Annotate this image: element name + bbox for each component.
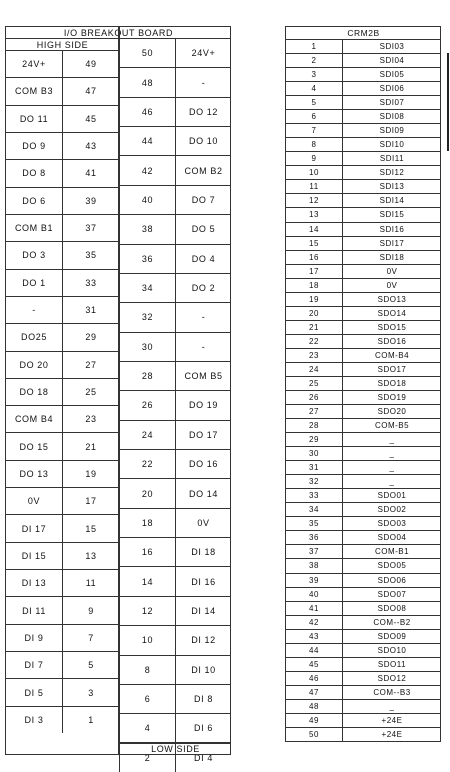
high-side-pin: 33 (62, 269, 119, 296)
high-side-pin: 25 (62, 378, 119, 405)
crm-signal: _ (342, 432, 441, 446)
crm-pin-number: 40 (285, 587, 342, 601)
crm-pin-number: 45 (285, 657, 342, 671)
high-side-signal: DO 3 (5, 241, 62, 268)
crm-signal: SDO05 (342, 558, 441, 572)
crm-pin-number: 27 (285, 404, 342, 418)
low-side-pin: 40 (119, 185, 175, 214)
low-side-pin: 38 (119, 214, 175, 243)
crm-pin-number: 44 (285, 643, 342, 657)
crm-pin-number: 24 (285, 362, 342, 376)
crm-pin-number: 28 (285, 418, 342, 432)
crm-pin-number: 33 (285, 488, 342, 502)
crm-pin-number: 48 (285, 699, 342, 713)
crm-signal: +24E (342, 727, 441, 741)
crm-pin-number: 47 (285, 685, 342, 699)
crm-signal: SDO01 (342, 488, 441, 502)
crm-signal: _ (342, 699, 441, 713)
low-side-pin: 36 (119, 244, 175, 273)
crm-pin-number: 12 (285, 193, 342, 207)
crm-pin-number: 7 (285, 123, 342, 137)
low-side-pin: 30 (119, 332, 175, 361)
low-side-pin: 34 (119, 273, 175, 302)
low-side-signal: - (175, 67, 231, 96)
low-side-pin: 42 (119, 155, 175, 184)
crm-pin-number: 25 (285, 376, 342, 390)
crm-pin-number: 1 (285, 39, 342, 53)
crm-signal: SDO09 (342, 629, 441, 643)
high-side-signal: DI 13 (5, 569, 62, 596)
crm-signal: SDI17 (342, 236, 441, 250)
crm-signal: SDI18 (342, 250, 441, 264)
crm-signal: SDO18 (342, 376, 441, 390)
crm-signal: _ (342, 460, 441, 474)
low-side-pin: 6 (119, 684, 175, 713)
crm-pin-number: 49 (285, 713, 342, 727)
low-side-signal: DO 5 (175, 214, 231, 243)
crm-signal: SDI08 (342, 109, 441, 123)
high-side-signal: DO 15 (5, 432, 62, 459)
crm-signal: SDO12 (342, 671, 441, 685)
high-side-signal: DO 6 (5, 187, 62, 214)
high-side-pin: 11 (62, 569, 119, 596)
high-side-signal: DI 17 (5, 514, 62, 541)
low-side-signal: DI 16 (175, 566, 231, 595)
crm-signal: SDO06 (342, 573, 441, 587)
crm-pin-number: 31 (285, 460, 342, 474)
low-side-pin: 24 (119, 420, 175, 449)
low-side-pin: 16 (119, 537, 175, 566)
crm-pin-number: 29 (285, 432, 342, 446)
crm-signal: SDO19 (342, 390, 441, 404)
high-side-pin: 31 (62, 296, 119, 323)
crm-pin-number: 15 (285, 236, 342, 250)
low-side-signal: DO 7 (175, 185, 231, 214)
crm-signal: SDI09 (342, 123, 441, 137)
crm-signal: SDI06 (342, 81, 441, 95)
crm-signal: SDO02 (342, 502, 441, 516)
low-side-signal: 0V (175, 508, 231, 537)
low-side-signal: COM B5 (175, 361, 231, 390)
crm-pin-number: 18 (285, 278, 342, 292)
low-side-pin: 10 (119, 625, 175, 654)
crm-signal: COM--B2 (342, 615, 441, 629)
crm-pin-number: 21 (285, 320, 342, 334)
crm-pin-number: 17 (285, 264, 342, 278)
high-side-signal: DI 11 (5, 596, 62, 623)
low-side-pin: 32 (119, 302, 175, 331)
low-side-signal: DI 14 (175, 596, 231, 625)
high-side-signal: DO 1 (5, 269, 62, 296)
high-side-signal: DO 20 (5, 351, 62, 378)
crm-pin-number: 14 (285, 222, 342, 236)
high-side-signal: DO 13 (5, 460, 62, 487)
high-side-signal: DO 9 (5, 132, 62, 159)
low-side-signal: DO 2 (175, 273, 231, 302)
high-side-signal: DI 15 (5, 542, 62, 569)
crm-signal: SDO14 (342, 306, 441, 320)
low-side-pin: 2 (119, 743, 175, 772)
low-side-signal: 24V+ (175, 38, 231, 67)
high-side-pin: 9 (62, 596, 119, 623)
high-side-signal: COM B3 (5, 77, 62, 104)
crm-pin-number: 22 (285, 334, 342, 348)
crm-pin-number: 10 (285, 165, 342, 179)
high-side-pin: 41 (62, 159, 119, 186)
crm-signal: SDI04 (342, 53, 441, 67)
high-side-pin: 5 (62, 651, 119, 678)
crm-pin-number: 2 (285, 53, 342, 67)
high-side-signal: DI 9 (5, 624, 62, 651)
high-side-pin: 3 (62, 678, 119, 705)
crm-signal: COM-B4 (342, 348, 441, 362)
crm-signal: SDO16 (342, 334, 441, 348)
low-side-signal: DO 19 (175, 390, 231, 419)
crm-signal: SDI11 (342, 151, 441, 165)
high-side-signal: COM B4 (5, 405, 62, 432)
low-side-signal: DO 17 (175, 420, 231, 449)
crm-pin-number: 30 (285, 446, 342, 460)
low-side-signal: DI 8 (175, 684, 231, 713)
crm-signal: SDI15 (342, 207, 441, 221)
crm-pin-number: 20 (285, 306, 342, 320)
crm-pin-number: 38 (285, 558, 342, 572)
low-side-signal: COM B2 (175, 155, 231, 184)
crm-signal: SDI05 (342, 67, 441, 81)
io-board-title: I/O BREAKOUT BOARD (5, 26, 231, 38)
high-side-pin: 47 (62, 77, 119, 104)
crm-pin-number: 5 (285, 95, 342, 109)
low-side-pin: 44 (119, 126, 175, 155)
crm-signal: SDI14 (342, 193, 441, 207)
crm-pin-number: 34 (285, 502, 342, 516)
low-side-pin: 48 (119, 67, 175, 96)
crm-pin-number: 32 (285, 474, 342, 488)
high-side-pin: 35 (62, 241, 119, 268)
crm-pin-number: 43 (285, 629, 342, 643)
grouping-bracket (447, 53, 449, 151)
crm-pin-number: 50 (285, 727, 342, 741)
low-side-pin: 4 (119, 713, 175, 742)
low-side-signal: DI 4 (175, 743, 231, 772)
crm-pin-number: 3 (285, 67, 342, 81)
crm-signal: SDI13 (342, 179, 441, 193)
crm-pin-number: 42 (285, 615, 342, 629)
low-side-pin: 50 (119, 38, 175, 67)
high-side-pin: 45 (62, 105, 119, 132)
crm-signal: SDO13 (342, 292, 441, 306)
high-side-pin: 15 (62, 514, 119, 541)
low-side-signal: DI 6 (175, 713, 231, 742)
low-side-pin: 14 (119, 566, 175, 595)
high-side-signal: DI 5 (5, 678, 62, 705)
high-side-label: HIGH SIDE (5, 38, 119, 50)
crm-signal: _ (342, 446, 441, 460)
high-side-signal: DO 11 (5, 105, 62, 132)
high-side-pin: 29 (62, 323, 119, 350)
crm-signal: _ (342, 474, 441, 488)
high-side-signal: DI 3 (5, 706, 62, 733)
low-side-pin: 12 (119, 596, 175, 625)
low-side-signal: - (175, 302, 231, 331)
low-side-signal: DO 16 (175, 449, 231, 478)
low-side-signal: DO 10 (175, 126, 231, 155)
crm-signal: SDO11 (342, 657, 441, 671)
crm-pin-number: 37 (285, 544, 342, 558)
high-side-signal: 0V (5, 487, 62, 514)
low-side-signal: DI 12 (175, 625, 231, 654)
high-side-signal: DO25 (5, 323, 62, 350)
crm-pin-number: 41 (285, 601, 342, 615)
high-side-pin: 23 (62, 405, 119, 432)
crm-signal: COM-B5 (342, 418, 441, 432)
high-side-signal: COM B1 (5, 214, 62, 241)
low-side-signal: DO 14 (175, 478, 231, 507)
crm-signal: SDO07 (342, 587, 441, 601)
crm-pin-number: 16 (285, 250, 342, 264)
low-side-label: LOW SIDE (119, 742, 231, 754)
crm-pin-number: 26 (285, 390, 342, 404)
high-side-signal: 24V+ (5, 50, 62, 77)
crm-pin-number: 19 (285, 292, 342, 306)
low-side-pin: 46 (119, 97, 175, 126)
low-side-pin: 18 (119, 508, 175, 537)
low-side-signal: DO 12 (175, 97, 231, 126)
crm-signal: SDI12 (342, 165, 441, 179)
crm-signal: SDO04 (342, 530, 441, 544)
crm-signal: SDI03 (342, 39, 441, 53)
high-side-pin: 39 (62, 187, 119, 214)
high-side-pin: 37 (62, 214, 119, 241)
high-side-pin: 43 (62, 132, 119, 159)
crm-pin-number: 8 (285, 137, 342, 151)
high-side-pin: 1 (62, 706, 119, 733)
crm-signal: SDI16 (342, 222, 441, 236)
high-side-signal: - (5, 296, 62, 323)
high-side-pin: 21 (62, 432, 119, 459)
crm-signal: SDI07 (342, 95, 441, 109)
crm-pin-number: 35 (285, 516, 342, 530)
high-side-signal: DI 7 (5, 651, 62, 678)
low-side-signal: DO 4 (175, 244, 231, 273)
crm-pin-number: 4 (285, 81, 342, 95)
low-side-signal: DI 18 (175, 537, 231, 566)
crm-signal: SDI10 (342, 137, 441, 151)
crm-pin-number: 36 (285, 530, 342, 544)
crm-title: CRM2B (285, 26, 441, 39)
high-side-pin: 49 (62, 50, 119, 77)
high-side-pin: 13 (62, 542, 119, 569)
low-side-pin: 22 (119, 449, 175, 478)
crm-signal: SDO10 (342, 643, 441, 657)
crm-signal: COM--B3 (342, 685, 441, 699)
crm-signal: COM-B1 (342, 544, 441, 558)
low-side-pin: 26 (119, 390, 175, 419)
high-side-pin: 17 (62, 487, 119, 514)
crm-pin-number: 6 (285, 109, 342, 123)
crm-pin-number: 46 (285, 671, 342, 685)
crm-signal: SDO03 (342, 516, 441, 530)
low-side-pin: 28 (119, 361, 175, 390)
crm-signal: 0V (342, 264, 441, 278)
crm-signal: SDO17 (342, 362, 441, 376)
crm-pin-number: 9 (285, 151, 342, 165)
crm-signal: 0V (342, 278, 441, 292)
high-side-pin: 19 (62, 460, 119, 487)
low-side-pin: 8 (119, 655, 175, 684)
crm-signal: SDO15 (342, 320, 441, 334)
high-side-pin: 27 (62, 351, 119, 378)
low-side-pin: 20 (119, 478, 175, 507)
crm-signal: +24E (342, 713, 441, 727)
crm-pin-number: 13 (285, 207, 342, 221)
crm-pin-number: 39 (285, 573, 342, 587)
crm-signal: SDO20 (342, 404, 441, 418)
high-side-signal: DO 8 (5, 159, 62, 186)
crm-pin-number: 11 (285, 179, 342, 193)
low-side-signal: DI 10 (175, 655, 231, 684)
high-side-signal: DO 18 (5, 378, 62, 405)
crm-pin-number: 23 (285, 348, 342, 362)
crm-signal: SDO08 (342, 601, 441, 615)
low-side-signal: - (175, 332, 231, 361)
high-side-pin: 7 (62, 624, 119, 651)
